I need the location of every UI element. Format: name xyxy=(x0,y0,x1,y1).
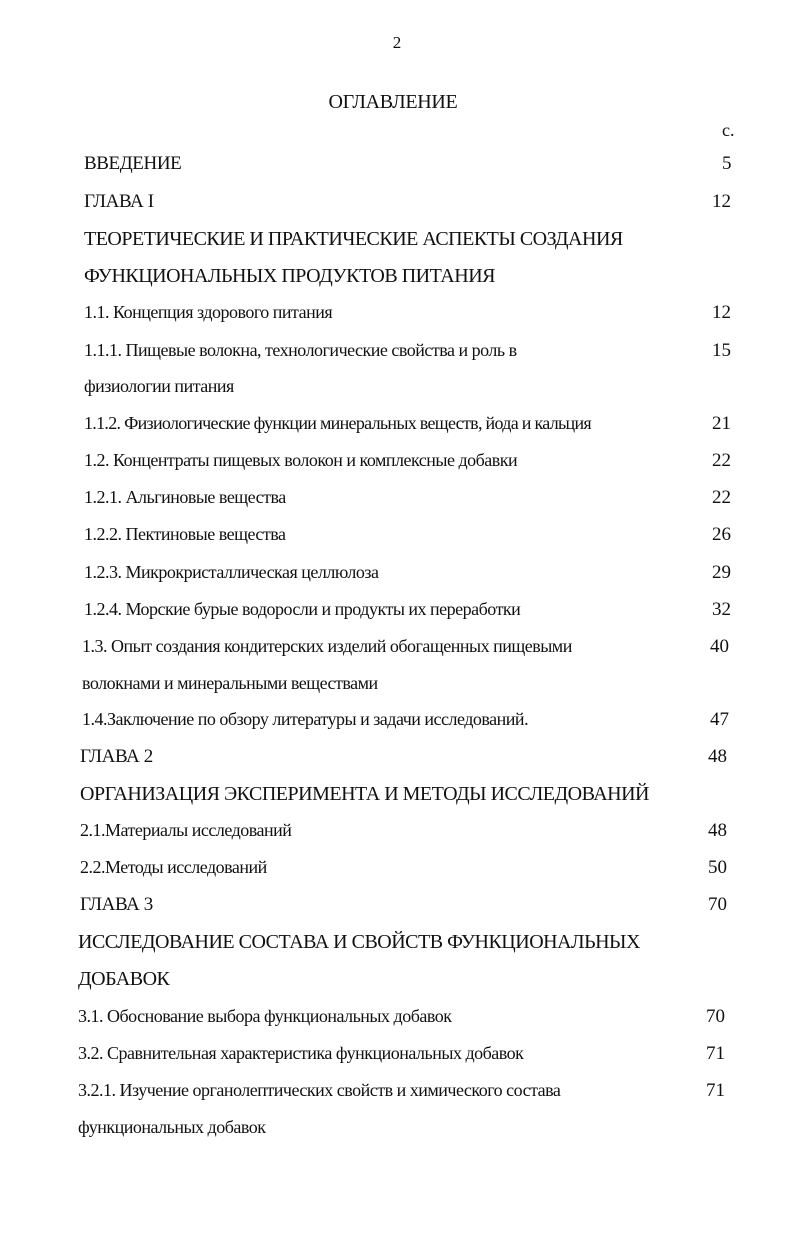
toc-entry: 2.2.Методы исследований xyxy=(80,857,267,877)
toc-entry: ГЛАВА 2 xyxy=(80,746,153,767)
toc-entry: ВВЕДЕНИЕ xyxy=(84,153,182,174)
toc-entry-page: 71 xyxy=(706,1043,725,1064)
toc-entry: 3.2.1. Изучение органолептических свойств и химического состава xyxy=(78,1080,561,1100)
toc-entry-page: 50 xyxy=(708,857,727,878)
toc-entry: 1.2.3. Микрокристаллическая целлюлоза xyxy=(84,562,379,582)
page-number: 2 xyxy=(392,33,402,52)
toc-entry-page: 48 xyxy=(708,820,727,841)
toc-entry-page: 22 xyxy=(712,487,731,508)
toc-entry-page: 12 xyxy=(712,191,731,212)
toc-entry: физиологии питания xyxy=(84,376,234,396)
toc-entry: 1.1.2. Физиологические функции минеральных веществ, йода и кальция xyxy=(84,413,591,433)
toc-entry-page: 29 xyxy=(712,562,731,583)
toc-entry: 3.2. Сравнительная характеристика функциональных добавок xyxy=(78,1043,524,1063)
toc-entry: 1.2.2. Пектиновые вещества xyxy=(84,524,286,544)
toc-entry-page: 71 xyxy=(706,1080,725,1101)
toc-entry-page: 32 xyxy=(712,599,731,620)
toc-entry-page: 12 xyxy=(712,302,731,323)
toc-entry-page: 5 xyxy=(722,153,732,174)
toc-entry: ИССЛЕДОВАНИЕ СОСТАВА И СВОЙСТВ ФУНКЦИОНАЛЬНЫХ xyxy=(78,931,640,953)
toc-entry: ТЕОРЕТИЧЕСКИЕ И ПРАКТИЧЕСКИЕ АСПЕКТЫ СОЗДАНИЯ xyxy=(84,228,623,250)
toc-title: ОГЛАВЛЕНИЕ xyxy=(328,91,458,113)
toc-entry: 1.2.4. Морские бурые водоросли и продукты их переработки xyxy=(84,599,521,619)
page-column-label: с. xyxy=(722,120,735,140)
toc-entry-page: 40 xyxy=(710,636,729,657)
toc-entry: ГЛАВА 3 xyxy=(80,894,153,915)
toc-entry: 2.1.Материалы исследований xyxy=(80,820,292,840)
toc-entry: 1.2. Концентраты пищевых волокон и комплексные добавки xyxy=(84,450,518,470)
toc-entry: 1.3. Опыт создания кондитерских изделий обогащенных пищевыми xyxy=(82,636,572,656)
toc-entry: 3.1. Обоснование выбора функциональных добавок xyxy=(78,1006,452,1026)
toc-entry-page: 15 xyxy=(712,340,731,361)
toc-entry: ДОБАВОК xyxy=(78,968,170,990)
toc-entry-page: 21 xyxy=(712,413,731,434)
toc-entry: волокнами и минеральными веществами xyxy=(82,673,378,693)
toc-entry: 1.1. Концепция здорового питания xyxy=(84,302,333,322)
toc-entry: функциональных добавок xyxy=(78,1117,266,1137)
toc-entry-page: 70 xyxy=(706,1006,725,1027)
toc-entry-page: 70 xyxy=(708,894,727,915)
toc-entry: 1.1.1. Пищевые волокна, технологические свойства и роль в xyxy=(84,340,517,360)
toc-entry: 1.2.1. Альгиновые вещества xyxy=(84,487,286,507)
toc-entry-page: 48 xyxy=(708,746,727,767)
toc-entry-page: 47 xyxy=(710,709,729,730)
toc-entry: ФУНКЦИОНАЛЬНЫХ ПРОДУКТОВ ПИТАНИЯ xyxy=(84,265,495,287)
toc-entry: ОРГАНИЗАЦИЯ ЭКСПЕРИМЕНТА И МЕТОДЫ ИССЛЕДОВАНИЙ xyxy=(80,783,649,805)
toc-entry-page: 22 xyxy=(712,450,731,471)
toc-entry-page: 26 xyxy=(712,524,731,545)
toc-entry: 1.4.Заключение по обзору литературы и задачи исследований. xyxy=(82,709,529,729)
toc-entry: ГЛАВА I xyxy=(84,191,154,212)
